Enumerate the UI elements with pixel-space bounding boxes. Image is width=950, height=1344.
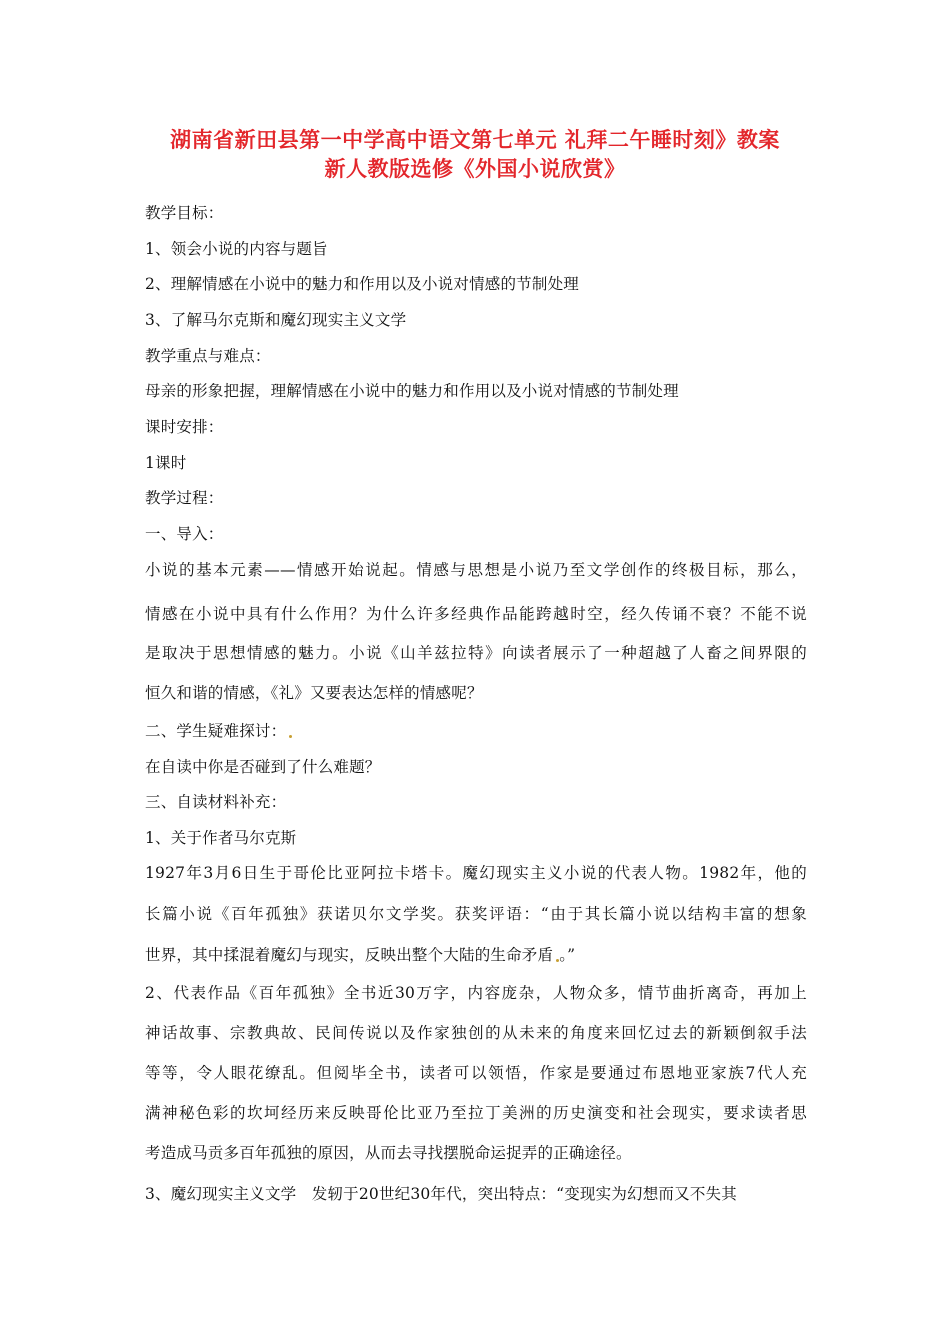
focus-text: 母亲的形象把握，理解情感在小说中的魅力和作用以及小说对情感的节制处理 <box>145 382 679 400</box>
objectives-heading: 教学目标： <box>145 204 224 222</box>
intro-paragraph-line-1: 小说的基本元素——情感开始说起。情感与思想是小说乃至文学创作的终极目标，那么， <box>145 561 807 579</box>
document-title-line-2: 新人教版选修《外国小说欣赏》 <box>324 157 626 181</box>
intro-heading: 一、导入： <box>145 525 224 543</box>
magic-realism-paragraph-line-1: 3、魔幻现实主义文学 发轫于20世纪30年代，突出特点：“变现实为幻想而又不失其 <box>145 1185 737 1203</box>
work-paragraph-line-3: 等等，令人眼花缭乱。但阅毕全书，读者可以领悟，作家是要通过布恩地亚家族7代人充 <box>145 1064 807 1082</box>
objective-item-3: 3、了解马尔克斯和魔幻现实主义文学 <box>145 311 407 329</box>
discuss-text: 在自读中你是否碰到了什么难题？ <box>145 758 381 776</box>
author-paragraph-line-1: 1927年3月6日生于哥伦比亚阿拉卡塔卡。魔幻现实主义小说的代表人物。1982年，他的 <box>145 864 807 882</box>
author-paragraph-line-3-text: 世界，其中揉混着魔幻与现实，反映出整个大陆的生命矛盾 <box>145 946 554 964</box>
dot-mark-icon <box>289 735 292 738</box>
schedule-heading: 课时安排： <box>145 418 224 436</box>
discuss-heading: 二、学生疑难探讨： <box>145 722 287 740</box>
work-paragraph-line-1: 2、代表作品《百年孤独》全书近30万字，内容庞杂，人物众多，情节曲折离奇，再加上 <box>145 984 807 1002</box>
intro-paragraph-line-2: 情感在小说中具有什么作用？为什么许多经典作品能跨越时空，经久传诵不衰？不能不说 <box>145 605 807 623</box>
schedule-text: 1课时 <box>145 454 187 472</box>
author-paragraph-line-3 <box>145 945 575 965</box>
process-heading: 教学过程： <box>145 489 224 507</box>
work-paragraph-line-5: 考造成马贡多百年孤独的原因，从而去寻找摆脱命运捉弄的正确途径。 <box>145 1144 632 1162</box>
intro-paragraph-line-3: 是取决于思想情感的魅力。小说《山羊兹拉特》向读者展示了一种超越了人畜之间界限的 <box>145 644 807 662</box>
objective-item-2: 2、理解情感在小说中的魅力和作用以及小说对情感的节制处理 <box>145 275 579 293</box>
discuss-heading-row <box>145 721 292 741</box>
intro-paragraph-line-4: 恒久和谐的情感，《礼》又要表达怎样的情感呢？ <box>145 684 483 702</box>
work-paragraph-line-4: 满神秘色彩的坎坷经历来反映哥伦比亚乃至拉丁美洲的历史演变和社会现实，要求读者思 <box>145 1104 807 1122</box>
author-heading: 1、关于作者马尔克斯 <box>145 829 297 847</box>
supplement-heading: 三、自读材料补充： <box>145 793 287 811</box>
author-paragraph-line-3-end: 。” <box>559 946 576 964</box>
work-paragraph-line-2: 神话故事、宗教典故、民间传说以及作家独创的从未来的角度来回忆过去的新颖倒叙手法 <box>145 1024 807 1042</box>
document-title-line-1: 湖南省新田县第一中学高中语文第七单元 礼拜二午睡时刻》教案 <box>170 128 780 152</box>
focus-heading: 教学重点与难点： <box>145 347 271 365</box>
author-paragraph-line-2: 长篇小说《百年孤独》获诺贝尔文学奖。获奖评语：“由于其长篇小说以结构丰富的想象 <box>145 905 807 923</box>
objective-item-1: 1、领会小说的内容与题旨 <box>145 240 328 258</box>
